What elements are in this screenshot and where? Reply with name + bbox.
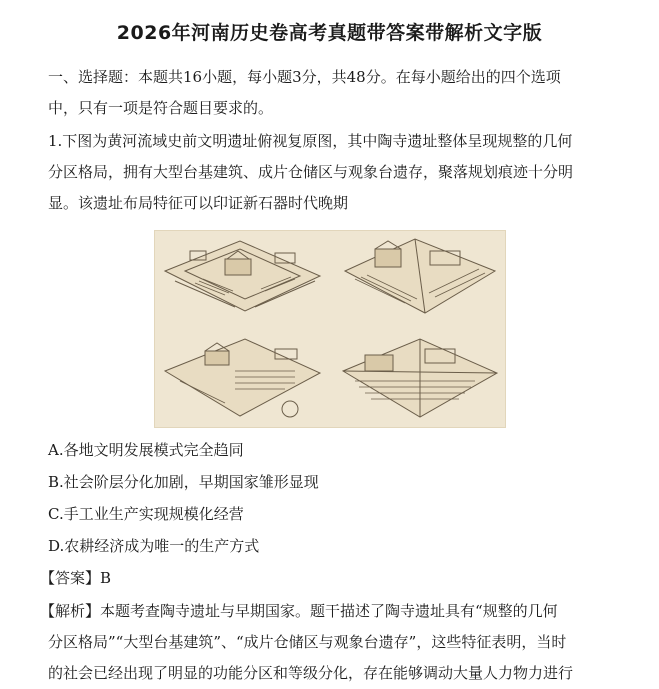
- question-1-line-1: 1.下图为黄河流域史前文明遗址俯视复原图，其中陶寺遗址整体呈现规整的几何: [48, 132, 573, 150]
- question-1-line-2: 分区格局，拥有大型台基建筑、成片仓储区与观象台遗存，聚落规划痕迹十分明: [48, 163, 574, 181]
- site-plan-illustration: [155, 231, 505, 427]
- intro-line-2: 中，只有一项是符合题目要求的。: [48, 99, 274, 117]
- analysis-line-2: 分区格局”“大型台基建筑”、“成片仓储区与观象台遗存”，这些特征表明，当时: [48, 633, 567, 651]
- option-a: A.各地文明发展模式完全趋同: [48, 441, 244, 459]
- intro-line-1: 一、选择题：本题共16小题，每小题3分，共48分。在每小题给出的四个选项: [48, 68, 561, 86]
- page-title: 2026年河南历史卷高考真题带答案带解析文字版: [116, 22, 543, 44]
- analysis-line-1: 【解析】本题考查陶寺遗址与早期国家。题干描述了陶寺遗址具有“规整的几何: [40, 602, 558, 620]
- analysis-line-3: 的社会已经出现了明显的功能分区和等级分化，存在能够调动大量人力物力进行: [48, 664, 574, 682]
- site-plan-panel-1: [165, 241, 320, 311]
- option-d: D.农耕经济成为唯一的生产方式: [48, 537, 260, 555]
- site-plan-panel-2: [345, 239, 495, 313]
- site-plan-figure: [154, 230, 506, 428]
- site-plan-panel-4: [343, 339, 497, 417]
- answer-line: 【答案】B: [40, 569, 112, 587]
- option-c: C.手工业生产实现规模化经营: [48, 505, 244, 523]
- question-1-line-3: 显。该遗址布局特征可以印证新石器时代晚期: [48, 194, 349, 212]
- site-plan-panel-3: [165, 339, 320, 417]
- option-b: B.社会阶层分化加剧，早期国家雏形显现: [48, 473, 319, 491]
